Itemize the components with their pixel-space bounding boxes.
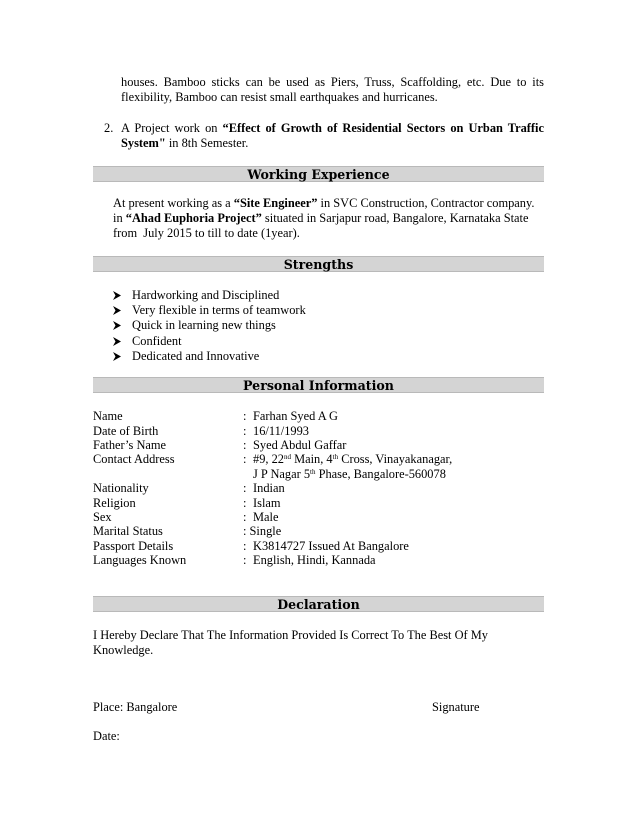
field-colon: :	[243, 452, 247, 466]
field-value: Islam	[253, 496, 281, 510]
arrow-bullet-icon	[112, 349, 122, 364]
intro-line-1: houses. Bamboo sticks can be used as Piers, Truss, Scaffolding, etc. Due to its	[121, 75, 544, 89]
arrow-bullet-icon	[112, 303, 122, 318]
strength-text: Very flexible in terms of teamwork	[132, 303, 306, 317]
work-l1-suffix: in SVC Construction, Contractor company.	[317, 196, 535, 210]
declaration-line-2: Knowledge.	[93, 643, 154, 657]
field-colon: :	[243, 553, 247, 567]
place-text: Place: Bangalore	[93, 700, 178, 714]
section-bar-working-experience	[93, 166, 544, 182]
work-line-1	[113, 196, 534, 211]
signature-label: Signature	[432, 700, 480, 714]
section-bar-strengths	[93, 256, 544, 272]
date-label: Date:	[93, 729, 120, 743]
work-line-3: from July 2015 to till to date (1year).	[113, 226, 300, 240]
field-label: Marital Status	[93, 524, 163, 538]
work-l2-prefix: in	[113, 211, 126, 225]
arrow-bullet-icon	[112, 334, 122, 349]
field-colon: :	[243, 539, 247, 553]
field-label: Religion	[93, 496, 136, 510]
field-value: : Single	[243, 524, 282, 538]
project-item-number: 2.	[104, 121, 114, 135]
field-value: Indian	[253, 481, 285, 495]
section-title-working-experience: Working Experience	[247, 167, 390, 182]
field-colon: :	[243, 481, 247, 495]
work-line-2	[113, 211, 528, 226]
project-prefix: A Project work on	[121, 121, 223, 135]
section-bar-declaration	[93, 596, 544, 612]
field-label: Passport Details	[93, 539, 174, 553]
section-title-personal-information: Personal Information	[243, 378, 394, 393]
declaration-line-1: I Hereby Declare That The Information Provided Is Correct To The Best Of My	[93, 628, 488, 642]
arrow-bullet-icon	[112, 318, 122, 333]
strength-text: Hardworking and Disciplined	[132, 288, 280, 302]
field-value: 16/11/1993	[253, 424, 309, 438]
strength-text: Confident	[132, 334, 182, 348]
field-label: Languages Known	[93, 553, 187, 567]
arrow-bullet-icon	[112, 288, 122, 303]
strength-text: Quick in learning new things	[132, 318, 276, 332]
address-line-2: J P Nagar 5th Phase, Bangalore-560078	[253, 467, 446, 481]
field-label: Father’s Name	[93, 438, 167, 452]
field-value: K3814727 Issued At Bangalore	[253, 539, 409, 553]
project-item-line-2	[121, 136, 248, 151]
field-colon: :	[243, 424, 247, 438]
section-title-declaration: Declaration	[277, 597, 360, 612]
project-title-part-2: System"	[121, 136, 166, 150]
section-bar-personal-information	[93, 377, 544, 393]
field-colon: :	[243, 496, 247, 510]
project-title-part-1: “Effect of Growth of Residential Sectors on Urban Traffic	[222, 121, 545, 135]
work-project: “Ahad Euphoria Project”	[125, 211, 262, 225]
work-l1-prefix: At present working as a	[113, 196, 234, 210]
field-value: Male	[253, 510, 279, 524]
field-value: Syed Abdul Gaffar	[253, 438, 347, 452]
field-label: Date of Birth	[93, 424, 159, 438]
field-label: Sex	[93, 510, 112, 524]
section-title-strengths: Strengths	[283, 257, 354, 272]
field-label: Nationality	[93, 481, 149, 495]
project-item-line-1	[121, 121, 544, 136]
address-line-1: #9, 22nd Main, 4th Cross, Vinayakanagar,	[253, 452, 453, 466]
project-suffix: in 8th Semester.	[165, 136, 249, 150]
field-value: English, Hindi, Kannada	[253, 553, 376, 567]
field-label: Contact Address	[93, 452, 175, 466]
work-role: “Site Engineer”	[233, 196, 318, 210]
field-value: Farhan Syed A G	[253, 409, 339, 423]
field-colon: :	[243, 438, 247, 452]
work-l2-suffix: situated in Sarjapur road, Bangalore, Karnataka State	[261, 211, 529, 225]
intro-line-2: flexibility, Bamboo can resist small earthquakes and hurricanes.	[121, 90, 438, 104]
field-colon: :	[243, 510, 247, 524]
field-label: Name	[93, 409, 123, 423]
strength-text: Dedicated and Innovative	[132, 349, 260, 363]
field-colon: :	[243, 409, 247, 423]
